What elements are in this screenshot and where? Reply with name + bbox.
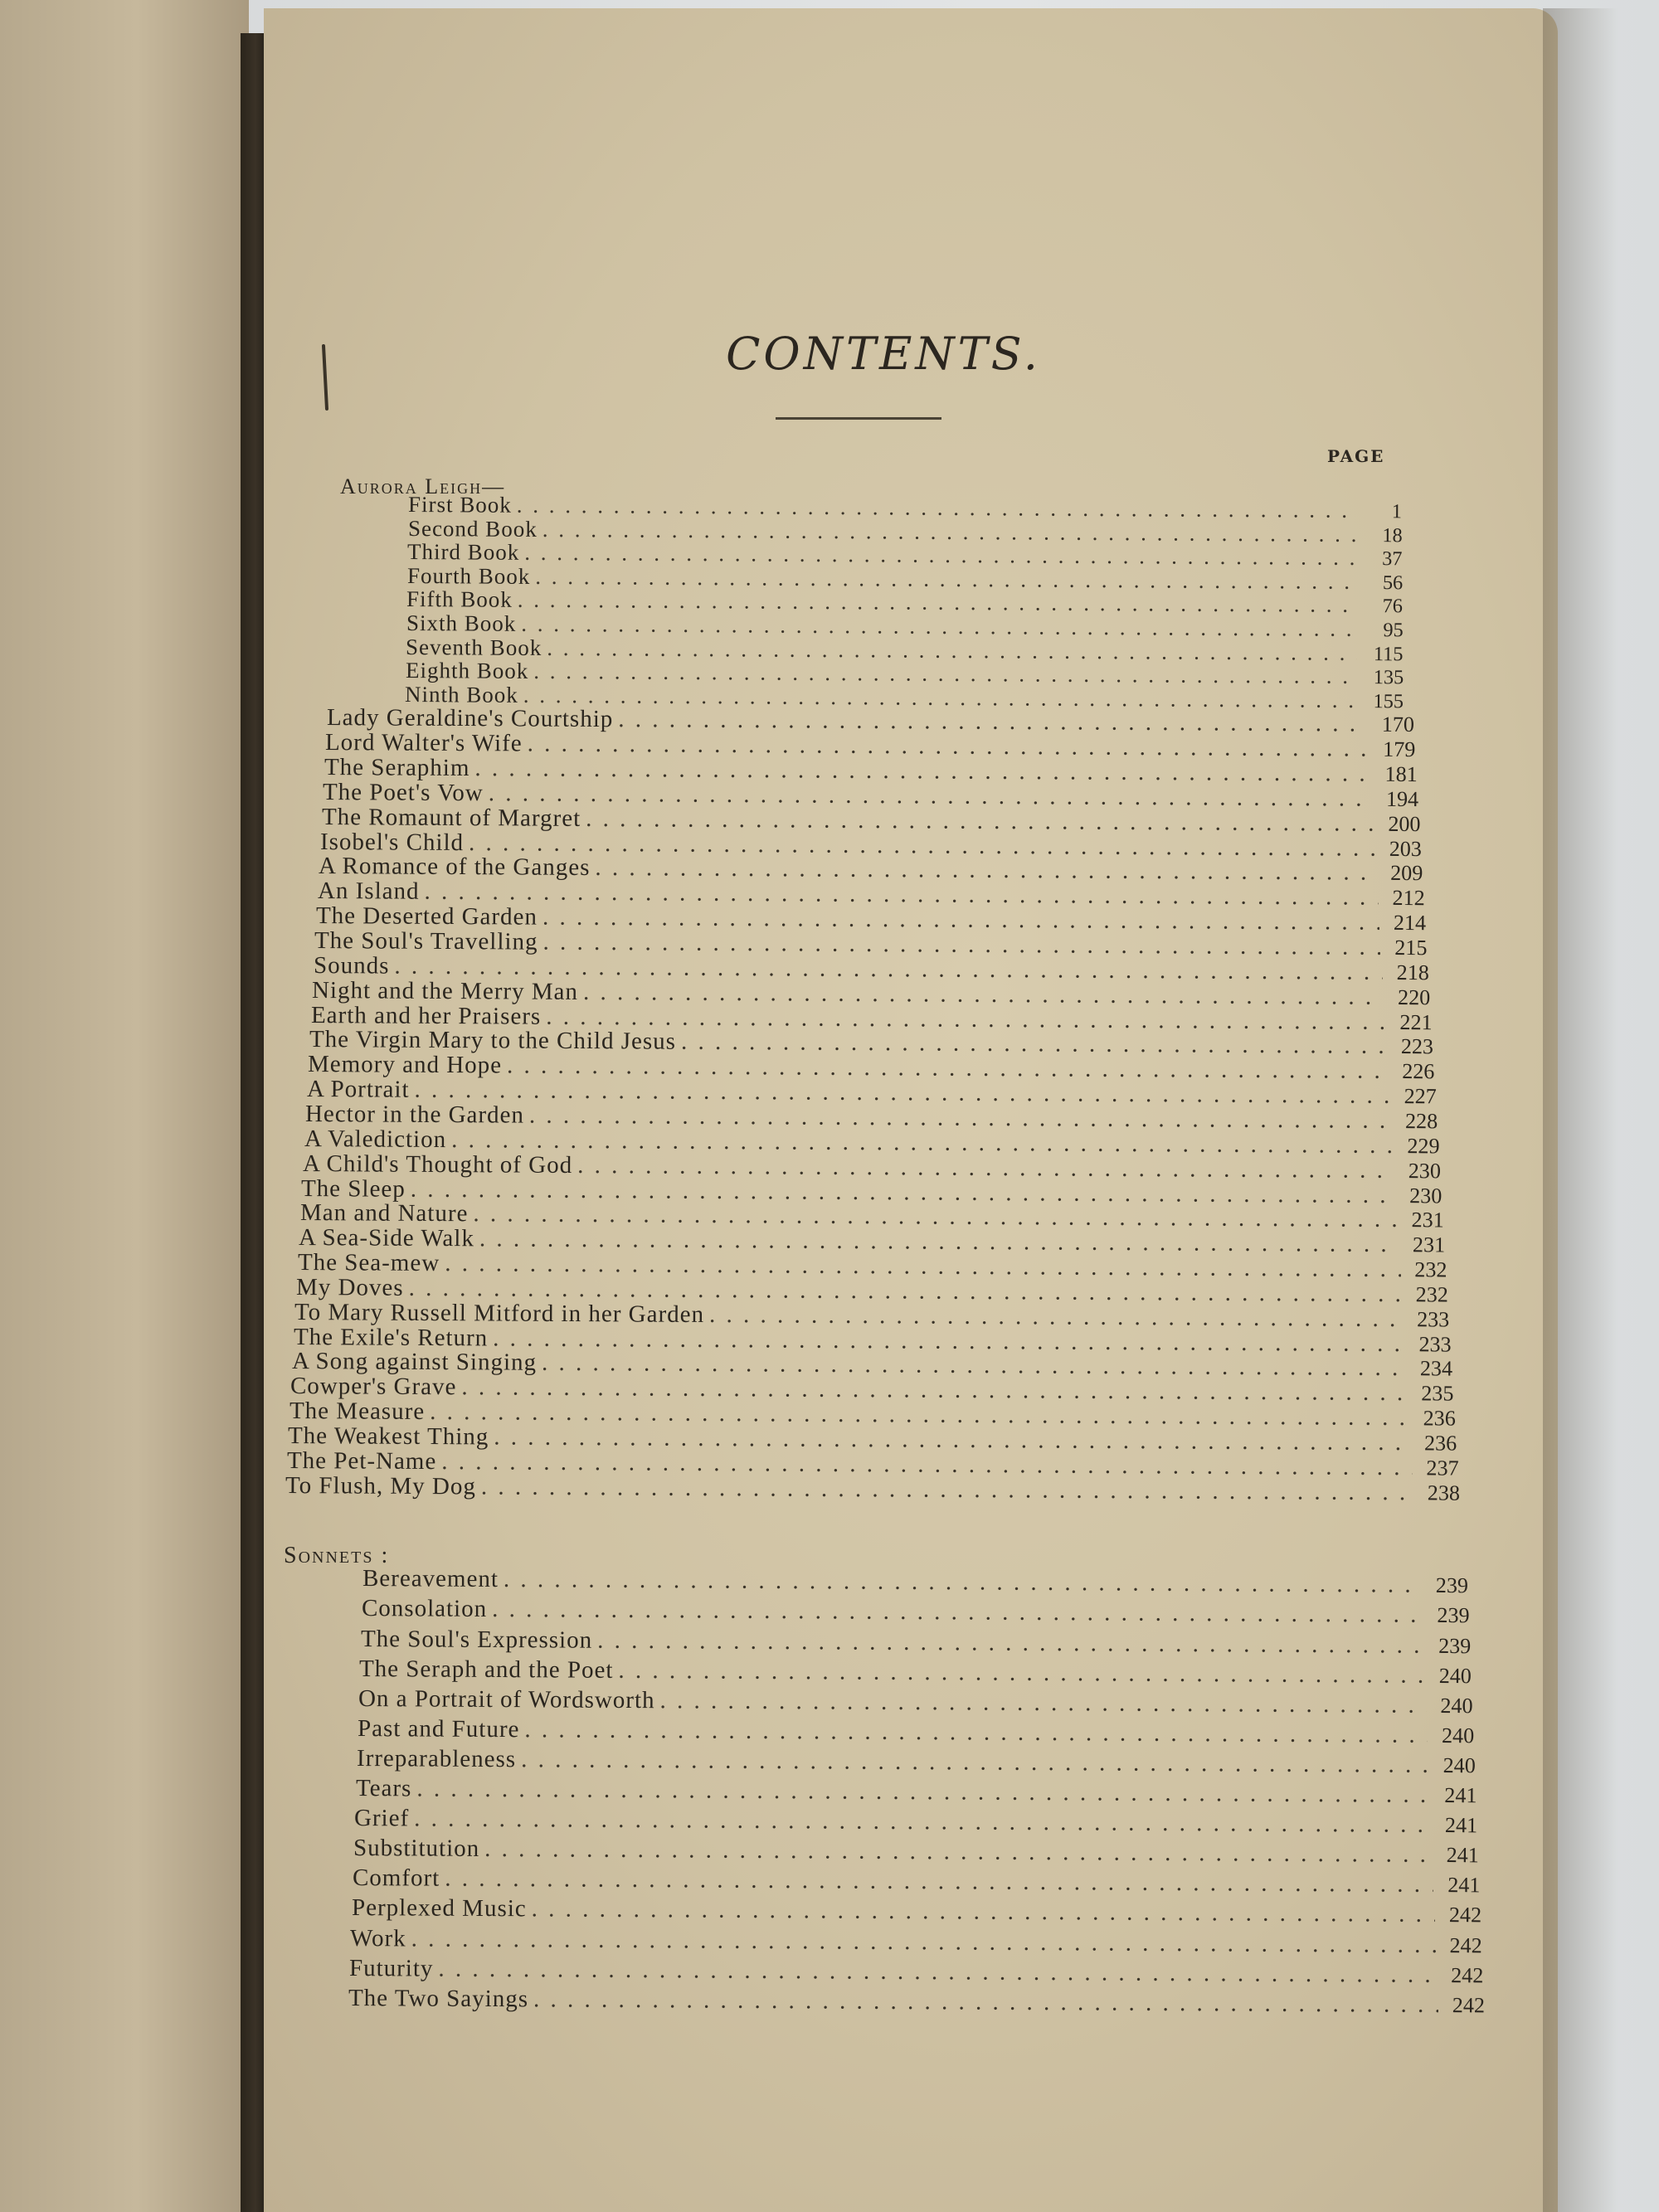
toc-entry-page: 241 [1445,1813,1478,1838]
toc-entry-page: 95 [1382,619,1404,642]
toc-entry-title: Fifth Book [406,586,513,613]
toc-entry-page: 231 [1412,1232,1446,1257]
toc-entry-title: Perplexed Music [351,1894,527,1923]
toc-entry-title: Grief [354,1805,410,1832]
toc-entry-page: 230 [1409,1183,1443,1208]
toc-entry-page: 242 [1449,1932,1483,1957]
toc-entry-page: 223 [1400,1034,1434,1059]
toc-entry-title: Hector in the Garden [305,1100,525,1129]
toc-entry [362,1565,1468,1599]
toc-entry-page: 238 [1427,1480,1461,1505]
toc-entry-title: Third Book [406,539,520,566]
toc-entry-page: 135 [1373,666,1404,689]
toc-entry-page: 242 [1448,1903,1481,1928]
toc-entry-page: 181 [1384,761,1418,787]
toc-entry-page: 170 [1381,712,1415,737]
toc-entry-page: 242 [1451,1962,1484,1987]
toc-entry-title: First Book [407,492,512,518]
toc-entry-page: 239 [1435,1573,1469,1598]
toc-entry-title: Fourth Book [406,562,530,589]
toc-entry-title: Lord Walter's Wife [325,729,523,757]
toc-entry-page: 218 [1396,960,1429,985]
toc-dot-leader [619,1657,1426,1689]
toc-entry-title: The Sea-mew [297,1249,440,1277]
toc-entry-title: Isobel's Child [319,828,465,856]
toc-entry-page: 203 [1389,836,1422,861]
toc-entry-title: The Exile's Return [293,1323,489,1352]
toc-entry-title: Sixth Book [406,610,516,636]
toc-entry-title: Memory and Hope [308,1051,503,1079]
toc-entry-page: 241 [1446,1843,1479,1868]
toc-entry-title: A Romance of the Ganges [319,853,591,882]
toc-dot-leader [492,1596,1423,1629]
toc-entry-page: 226 [1402,1059,1435,1084]
toc-entry-title: Eighth Book [405,658,528,684]
toc-entry-page: 232 [1415,1282,1448,1307]
toc-dot-leader [531,1896,1435,1929]
toc-entry-title: A Child's Thought of God [302,1150,573,1179]
toc-dot-leader [411,1925,1436,1959]
toc-entry-page: 235 [1421,1381,1454,1406]
toc-entry-title: My Doves [295,1273,404,1301]
toc-entry-title: A Portrait [306,1076,410,1103]
toc-entry [348,1985,1485,2019]
section-heading: Sonnets : [284,1543,390,1568]
toc-entry [355,1775,1477,1809]
toc-dot-leader [445,1865,1433,1898]
toc-entry-page: 1 [1391,500,1403,523]
toc-entry-page: 231 [1411,1208,1444,1232]
toc-entry-page: 241 [1447,1873,1481,1898]
section-heading: Aurora Leigh— [340,474,506,498]
toc-entry-title: Substitution [353,1835,480,1863]
toc-entry-page: 115 [1373,642,1404,665]
toc-entry-page: 18 [1381,523,1403,547]
toc-dot-leader [660,1687,1427,1719]
toc-entry-page: 241 [1443,1783,1477,1808]
toc-entry-title: An Island [317,878,420,906]
toc-entry-page: 240 [1441,1723,1475,1748]
toc-entry-title: The Romaunt of Margret [321,803,581,832]
toc-entry [352,1894,1481,1928]
toc-entry-title: Futurity [349,1954,434,1982]
toc-entry-title: Cowper's Grave [290,1373,457,1401]
toc-entry [360,1626,1470,1660]
toc-entry-page: 239 [1437,1603,1470,1628]
toc-entry-title: Comfort [352,1864,440,1892]
toc-entry-title: Ninth Book [404,681,518,707]
toc-entry-title: Work [350,1924,407,1952]
toc-entry-page: 242 [1452,1992,1486,2018]
toc-entry [350,1925,1482,1959]
toc-entry-page: 56 [1382,571,1403,595]
toc-entry-page: 200 [1387,811,1421,836]
toc-entry-title: The Measure [289,1398,426,1426]
page-title: CONTENTS. [726,328,1041,380]
toc-entry-page: 232 [1413,1257,1447,1282]
toc-entry-page: 214 [1393,911,1427,936]
toc-entry-title: Seventh Book [405,634,542,660]
toc-entry-title: The Soul's Expression [360,1625,592,1654]
toc-entry [353,1864,1481,1898]
toc-entry-title: The Poet's Vow [323,778,484,807]
toc-entry-page: 179 [1383,737,1416,762]
toc-entry-page: 221 [1399,1009,1433,1034]
toc-entry-page: 228 [1405,1109,1438,1134]
toc-dot-leader [533,1986,1438,2019]
toc-entry-title: To Mary Russell Mitford in her Garden [294,1298,705,1328]
toc-entry-page: 240 [1439,1663,1472,1688]
toc-entry-title: A Valediction [304,1125,446,1153]
toc-entry-title: Tears [355,1775,411,1802]
toc-entry-title: To Flush, My Dog [285,1471,476,1500]
toc-entry [359,1655,1472,1689]
toc-entry-title: Past and Future [357,1714,520,1743]
toc-entry-page: 233 [1418,1331,1452,1357]
toc-entry-title: Consolation [361,1595,488,1623]
toc-entry-page: 236 [1424,1431,1457,1456]
toc-entry [353,1835,1479,1869]
toc-entry-page: 215 [1394,935,1428,960]
toc-entry-page: 237 [1425,1456,1459,1480]
toc-entry-page: 234 [1419,1356,1453,1381]
toc-entry [354,1805,1477,1839]
toc-entry-title: Sounds [313,951,390,980]
toc-entry-page: 229 [1406,1133,1440,1159]
toc-entry-title: A Song against Singing [291,1348,538,1377]
toc-entry [358,1685,1473,1719]
toc-entry-page: 236 [1423,1406,1456,1431]
toc-entry-page: 239 [1438,1633,1471,1658]
toc-entry-title: Man and Nature [299,1199,469,1228]
toc-entry-page: 233 [1417,1307,1450,1332]
toc-entry-title: Bereavement [362,1565,499,1593]
toc-entry-title: The Soul's Travelling [314,927,539,955]
toc-entry-title: The Seraph and the Poet [359,1655,614,1684]
toc-dot-leader [416,1775,1430,1808]
toc-entry-page: 220 [1398,984,1431,1009]
toc-entry-page: 76 [1382,595,1404,618]
toc-entry-title: The Pet-Name [286,1446,437,1475]
toc-entry-title: The Weakest Thing [288,1422,489,1451]
toc-entry-page: 37 [1382,547,1403,571]
toc-dot-leader [439,1955,1438,1988]
toc-entry [349,1955,1484,1989]
toc-entry-title: Irreparableness [356,1744,516,1773]
toc-entry-page: 230 [1408,1158,1441,1184]
toc-dot-leader [414,1806,1431,1839]
toc-entry-title: Night and the Merry Man [312,976,579,1005]
toc-entry-title: The Two Sayings [348,1984,529,2013]
toc-entry-page: 194 [1386,786,1419,811]
toc-entry-title: Lady Geraldine's Courtship [326,704,614,733]
toc-entry-title: Second Book [407,515,538,542]
toc-entry-page: 155 [1373,689,1404,713]
toc-entry-title: The Seraphim [324,754,470,782]
toc-entry-page: 240 [1440,1693,1473,1718]
toc-dot-leader [524,1716,1428,1749]
toc-dot-leader [484,1835,1433,1869]
toc-dot-leader [481,1473,1413,1506]
toc-entry-title: A Sea-Side Walk [299,1224,475,1252]
toc-entry-page: 209 [1390,861,1423,886]
toc-entry-title: Earth and her Praisers [310,1001,542,1030]
toc-entry [357,1745,1476,1779]
toc-entry-title: The Sleep [301,1174,406,1203]
toc-entry-title: The Virgin Mary to the Child Jesus [309,1026,677,1056]
toc-entry [362,1595,1470,1629]
toc-dot-leader [504,1566,1422,1599]
toc-entry-page: 227 [1404,1084,1437,1109]
toc-entry [358,1715,1474,1749]
toc-entry-page: 240 [1443,1753,1476,1778]
toc-entry-title: On a Portrait of Wordsworth [358,1685,655,1714]
toc-dot-leader [597,1626,1424,1659]
toc-dot-leader [521,1746,1429,1779]
toc-entry-title: The Deserted Garden [315,902,538,931]
page-column-label: PAGE [1327,446,1385,466]
toc-entry-page: 212 [1392,886,1425,911]
